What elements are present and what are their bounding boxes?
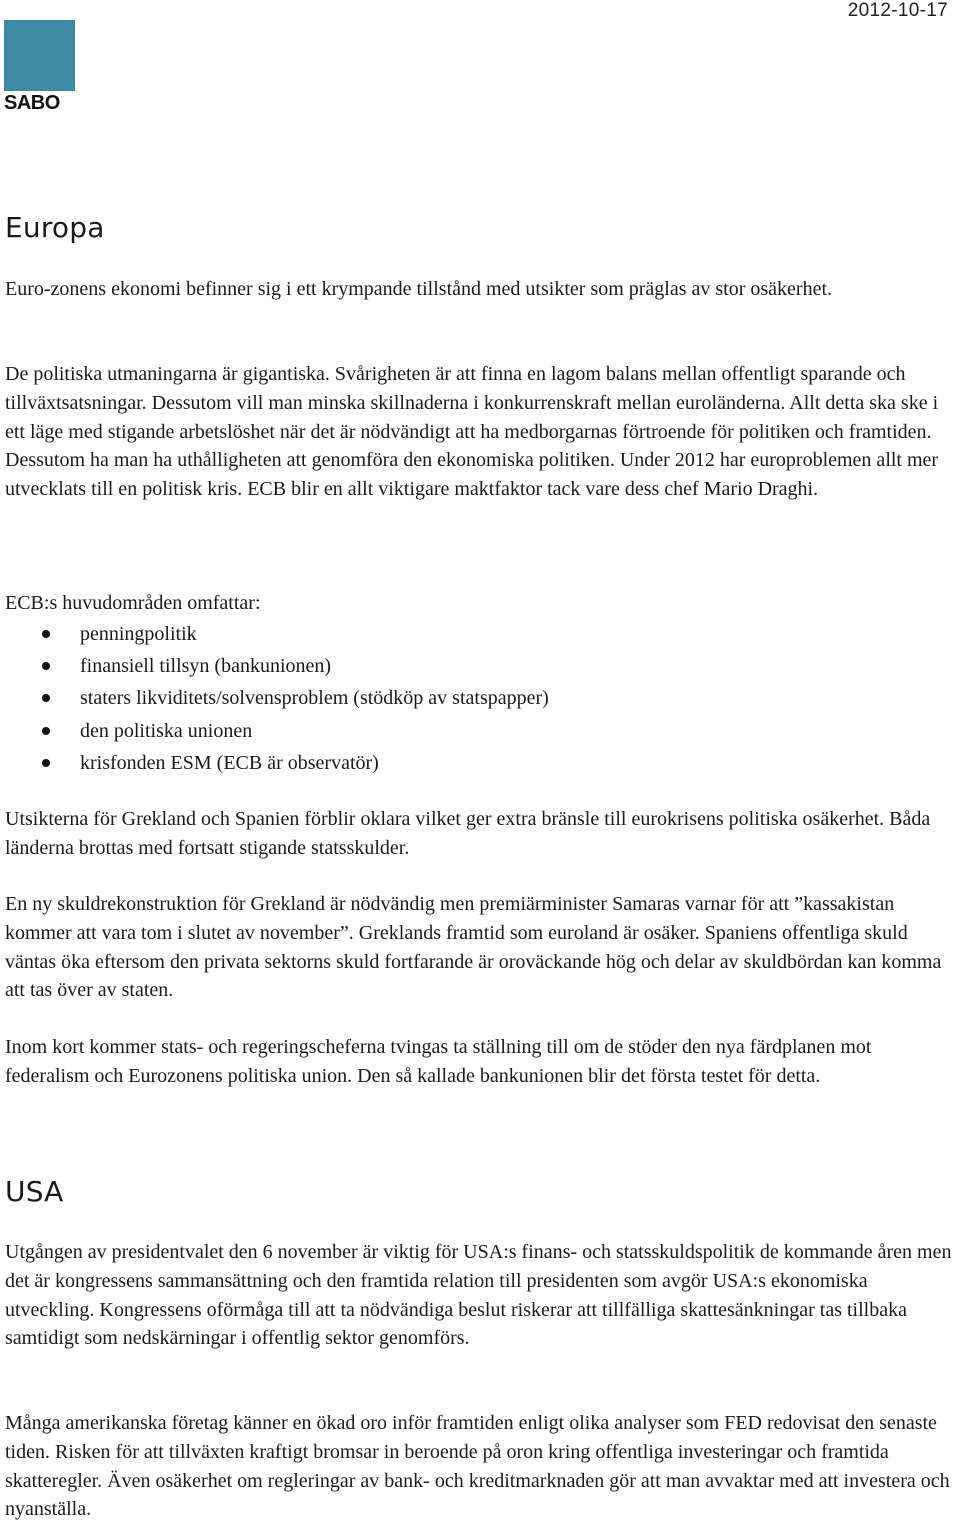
- europa-paragraph-2: De politiska utmaningarna är gigantiska. Svårigheten är att finna en lagom balans mellan offentligt sparande och tillväxtsatsningar. Dessutom vill man minska skillnaderna i konkurrenskraft mellan euroländerna. Allt detta ska ske i ett läge med stigande arbetslöshet när det är nödvändigt att ha medborgarnas förtroende för politiken och framtiden. Dessutom ha man ha uthålligheten att genomföra den ekonomiska politiken. Under 2012 har europroblemen allt mer utvecklats till en politisk kris. ECB blir en allt viktigare maktfaktor tack vare dess chef Mario Draghi.: [5, 363, 939, 501]
- bullet-icon: [42, 630, 50, 638]
- heading-europa: Europa: [5, 211, 105, 244]
- bullet-icon: [42, 662, 50, 670]
- list-item: den politiska unionen: [5, 715, 549, 747]
- heading-usa: USA: [5, 1175, 64, 1208]
- europa-paragraph-5: Inom kort kommer stats- och regeringscheferna tvingas ta ställning till om de stöder den nya färdplanen mot federalism och Eurozonens politiska union. Den så kallade bankunionen blir det första testet för detta.: [5, 1036, 872, 1087]
- list-item: finansiell tillsyn (bankunionen): [5, 650, 549, 682]
- sabo-logo: [4, 20, 76, 113]
- bullet-icon: [42, 759, 50, 767]
- list-item: penningpolitik: [5, 618, 549, 650]
- list-item: krisfonden ESM (ECB är observatör): [5, 747, 549, 779]
- ecb-intro: ECB:s huvudområden omfattar:: [5, 592, 261, 614]
- list-item: staters likviditets/solvensproblem (stödköp av statspapper): [5, 682, 549, 714]
- europa-paragraph-3: Utsikterna för Grekland och Spanien förblir oklara vilket ger extra bränsle till eurokrisens politiska osäkerhet. Båda länderna brottas med fortsatt stigande statsskulder.: [5, 808, 931, 859]
- document-date: 2012-10-17: [847, 0, 948, 21]
- bullet-icon: [42, 727, 50, 735]
- europa-paragraph-1: Euro-zonens ekonomi befinner sig i ett krympande tillstånd med utsikter som präglas av stor osäkerhet.: [5, 278, 833, 300]
- logo-text: SABO: [4, 92, 60, 114]
- europa-paragraph-4: En ny skuldrekonstruktion för Grekland är nödvändig men premiärminister Samaras varnar för att ”kassakistan kommer att vara tom i slutet av november”. Greklands framtid som euroland är osäker. Spaniens offentliga skuld väntas öka eftersom den privata sektorns skuld fortfarande är oroväckande hög och delar av skuldbördan kan komma att tas över av staten.: [5, 893, 942, 1002]
- ecb-list: [5, 618, 549, 779]
- usa-paragraph-1: Utgången av presidentvalet den 6 november är viktig för USA:s finans- och statsskuldspolitik de kommande åren men det är kongressens sammansättning och den framtida relation till presidenten som avgör USA:s ekonomiska utveckling. Kongressens oförmåga till att ta nödvändiga beslut riskerar att tillfälliga skattesänkningar tas tillbaka samtidigt som nedskärningar i offentlig sektor genomförs.: [5, 1241, 952, 1350]
- logo-square-icon: [4, 20, 75, 91]
- bullet-icon: [42, 694, 50, 702]
- usa-paragraph-2: Många amerikanska företag känner en ökad oro inför framtiden enligt olika analyser som FED redovisat den senaste tiden. Risken för att tillväxten kraftigt bromsar in beroende på oron kring offentliga investeringar och framtida skatteregler. Även osäkerhet om regleringar av bank- och kreditmarknaden gör att man avvaktar med att investera och nyanställa.: [5, 1412, 950, 1521]
